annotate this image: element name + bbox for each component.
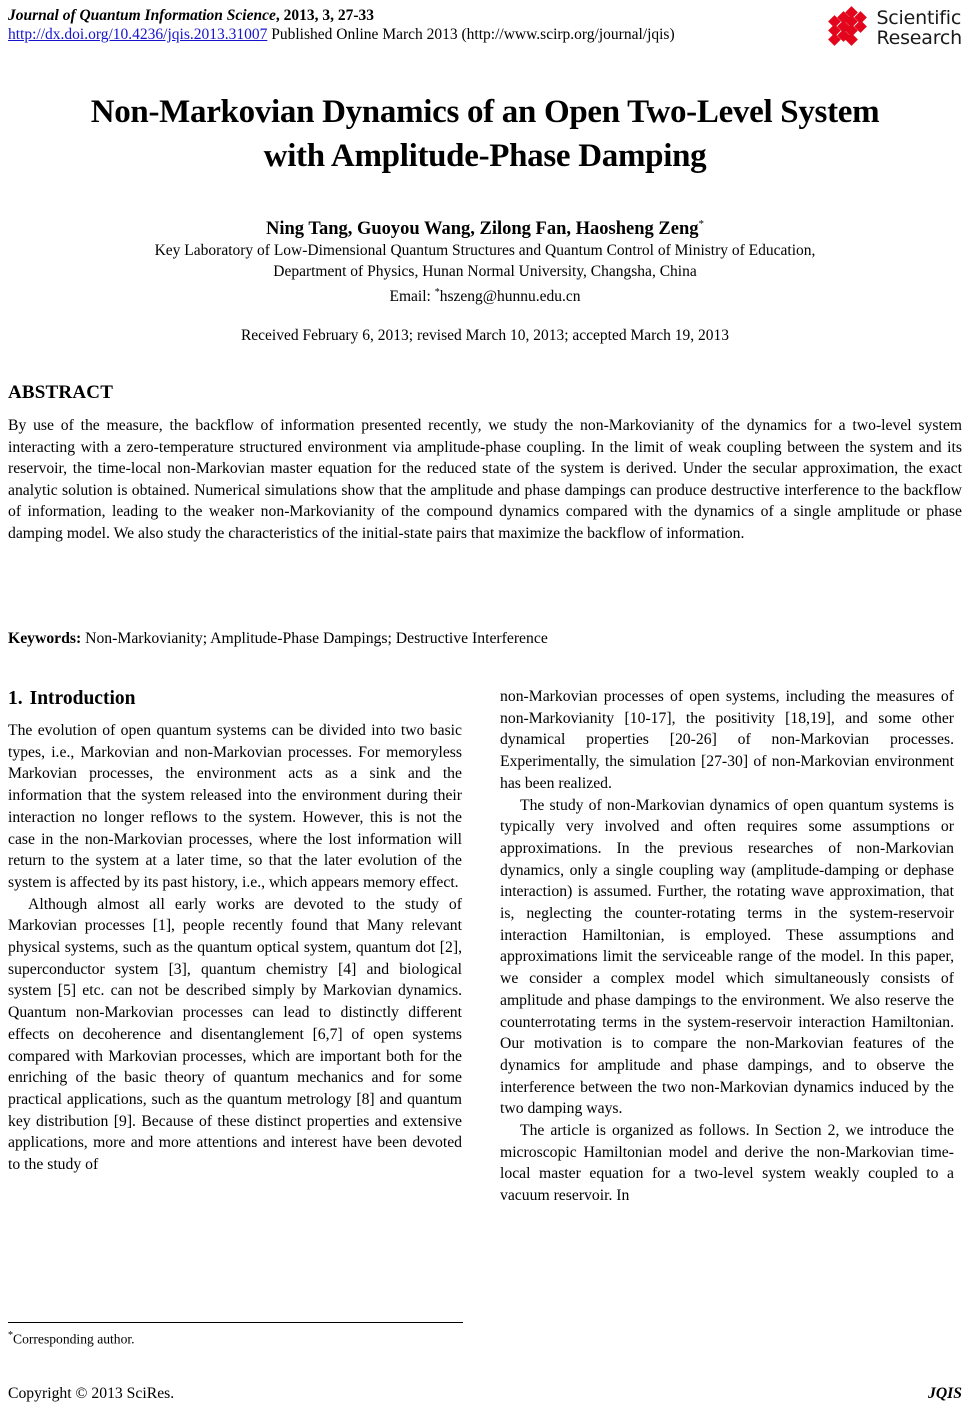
abstract-text: By use of the measure, the backflow of information presented recently, we study the non-Markovianity of the dynamics for a two-level system interacting with a zero-temperature structured environment via amplitude-phase coupling. In the limit of weak coupling between the system and its reservoir, the time-local non-Markovian master equation for the reduced state of the system is derived. Under the secular approximation, the exact analytic solution is obtained. Numerical simulations show that the amplitude and phase dampings can produce destructive interference to the backflow of information, leading to the weaker non-Markovianity of the compound dynamics compared with the dynamics of a single amplitude or phase damping model. We also study the characteristics of the initial-state pairs that maximize the backflow of information. bbox=[8, 417, 962, 542]
abstract-heading: ABSTRACT bbox=[8, 382, 114, 403]
section-title: Introduction bbox=[29, 688, 136, 709]
author-names: Ning Tang, Guoyou Wang, Zilong Fan, Haosheng Zeng bbox=[265, 219, 699, 240]
footnote-marker: * bbox=[8, 1330, 13, 1341]
section-heading-introduction bbox=[8, 686, 462, 712]
keywords-line bbox=[8, 628, 962, 650]
keywords-label: Keywords: bbox=[8, 630, 82, 647]
paragraph: non-Markovian processes of open systems, including the measures of non-Markovianity [10-17], the positivity [18,19], and some other dynamical properties [20-26] of non-Markovian processes. Experimentally, the simulation [27-30] of non-Markovian environment has been realized. bbox=[500, 688, 954, 792]
masthead bbox=[8, 6, 962, 58]
email-line bbox=[120, 282, 850, 307]
column-right bbox=[500, 686, 954, 1207]
footnote bbox=[8, 1327, 463, 1349]
doi-link[interactable]: http://dx.doi.org/10.4236/jqis.2013.31007 bbox=[8, 26, 268, 43]
paper-title: Non-Markovian Dynamics of an Open Two-Level System with Amplitude-Phase Damping bbox=[90, 94, 880, 174]
publisher-name-line2: Research bbox=[876, 27, 962, 49]
publisher-name bbox=[876, 8, 962, 48]
email-label: Email: bbox=[389, 288, 435, 306]
corresponding-author-marker: * bbox=[698, 218, 704, 230]
paragraph: The article is organized as follows. In Section 2, we introduce the microscopic Hamiltonian model and derive the non-Markovian time-local master equation for a two-level system weakly coupled to a vacuum reservoir. In bbox=[500, 1122, 954, 1205]
publication-dates: Received February 6, 2013; revised March 10, 2013; accepted March 19, 2013 bbox=[240, 327, 730, 344]
copyright-text: Copyright © 2013 SciRes. bbox=[8, 1385, 175, 1402]
journal-name: Journal of Quantum Information Science bbox=[8, 7, 276, 24]
email-address[interactable]: hszeng@hunnu.edu.cn bbox=[439, 288, 581, 306]
keywords-text: Non-Markovianity; Amplitude-Phase Dampings; Destructive Interference bbox=[81, 630, 548, 647]
journal-abbreviation: JQIS bbox=[927, 1385, 962, 1402]
footnote-separator bbox=[8, 1322, 463, 1323]
footnote-text: Corresponding author. bbox=[13, 1331, 135, 1347]
email-marker: * bbox=[434, 287, 440, 298]
publisher-name-line1: Scientific bbox=[876, 7, 962, 29]
publication-info: Published Online March 2013 (http://www.scirp.org/journal/jqis) bbox=[267, 26, 675, 43]
column-left bbox=[8, 686, 462, 1176]
section-number: 1. bbox=[8, 688, 23, 709]
publisher-logo bbox=[828, 8, 962, 48]
journal-citation-line bbox=[8, 6, 962, 25]
affiliation: Key Laboratory of Low-Dimensional Quantum Structures and Quantum Control of Ministry of Education, Department of Physics, Hunan Normal University, Changsha, China bbox=[154, 242, 816, 280]
doi-line bbox=[8, 25, 962, 45]
author-list bbox=[70, 212, 900, 241]
paragraph: Although almost all early works are devoted to the study of Markovian processes [1], people recently found that Many relevant physical systems, such as the quantum optical system, quantum dot [2], superconductor system [3], quantum chemistry [4] and biological system [5] etc. can not be described simply by Markovian dynamics. Quantum non-Markovian processes can lead to distinctly different effects on decoherence and disentanglement [6,7] of open systems compared with Markovian processes, which are important both for the enriching of the basic theory of quantum mechanics and for some practical applications, such as the quantum metrology [8] and quantum key distribution [9]. Because of these distinct properties and extensive applications, more and more attentions and interest have been devoted to the study of bbox=[8, 895, 462, 1174]
scientific-research-diamond-icon bbox=[828, 8, 870, 48]
paragraph: The evolution of open quantum systems can be divided into two basic types, i.e., Markovian and non-Markovian processes. For memoryless Markovian processes, the environment acts as a sink and the information that the system released into the environment during their interaction no longer reflows to the system. However, this is not the case in the non-Markovian processes, where the lost information will return to the system at a later time, so that the later evolution of the system is affected by its past history, i.e., which appears memory effect. bbox=[8, 722, 462, 891]
page-footer bbox=[8, 1385, 962, 1403]
journal-issue: , 2013, 3, 27-33 bbox=[275, 7, 375, 24]
paragraph: The study of non-Markovian dynamics of open quantum systems is typically very involved and often requires some assumptions or approximations. In the previous researches of non-Markovian dynamics, only a single coupling way (amplitude-damping or dephase interaction) is assumed. Further, the rotating wave approximation, that is, neglecting the counter-rotating terms in the system-reservoir interaction Hamiltonian, is employed. These assumptions and approximations limit the serviceable range of the model. In this paper, we consider a complex model which simultaneously consists of amplitude and phase dampings to the environment. We also reserve the counterrotating terms in the system-reservoir interaction Hamiltonian. Our motivation is to compare the non-Markovian features of the dynamics for amplitude and phase dampings, and to observe the interference between the two non-Markovian dynamics induced by the two damping ways. bbox=[500, 796, 954, 1118]
